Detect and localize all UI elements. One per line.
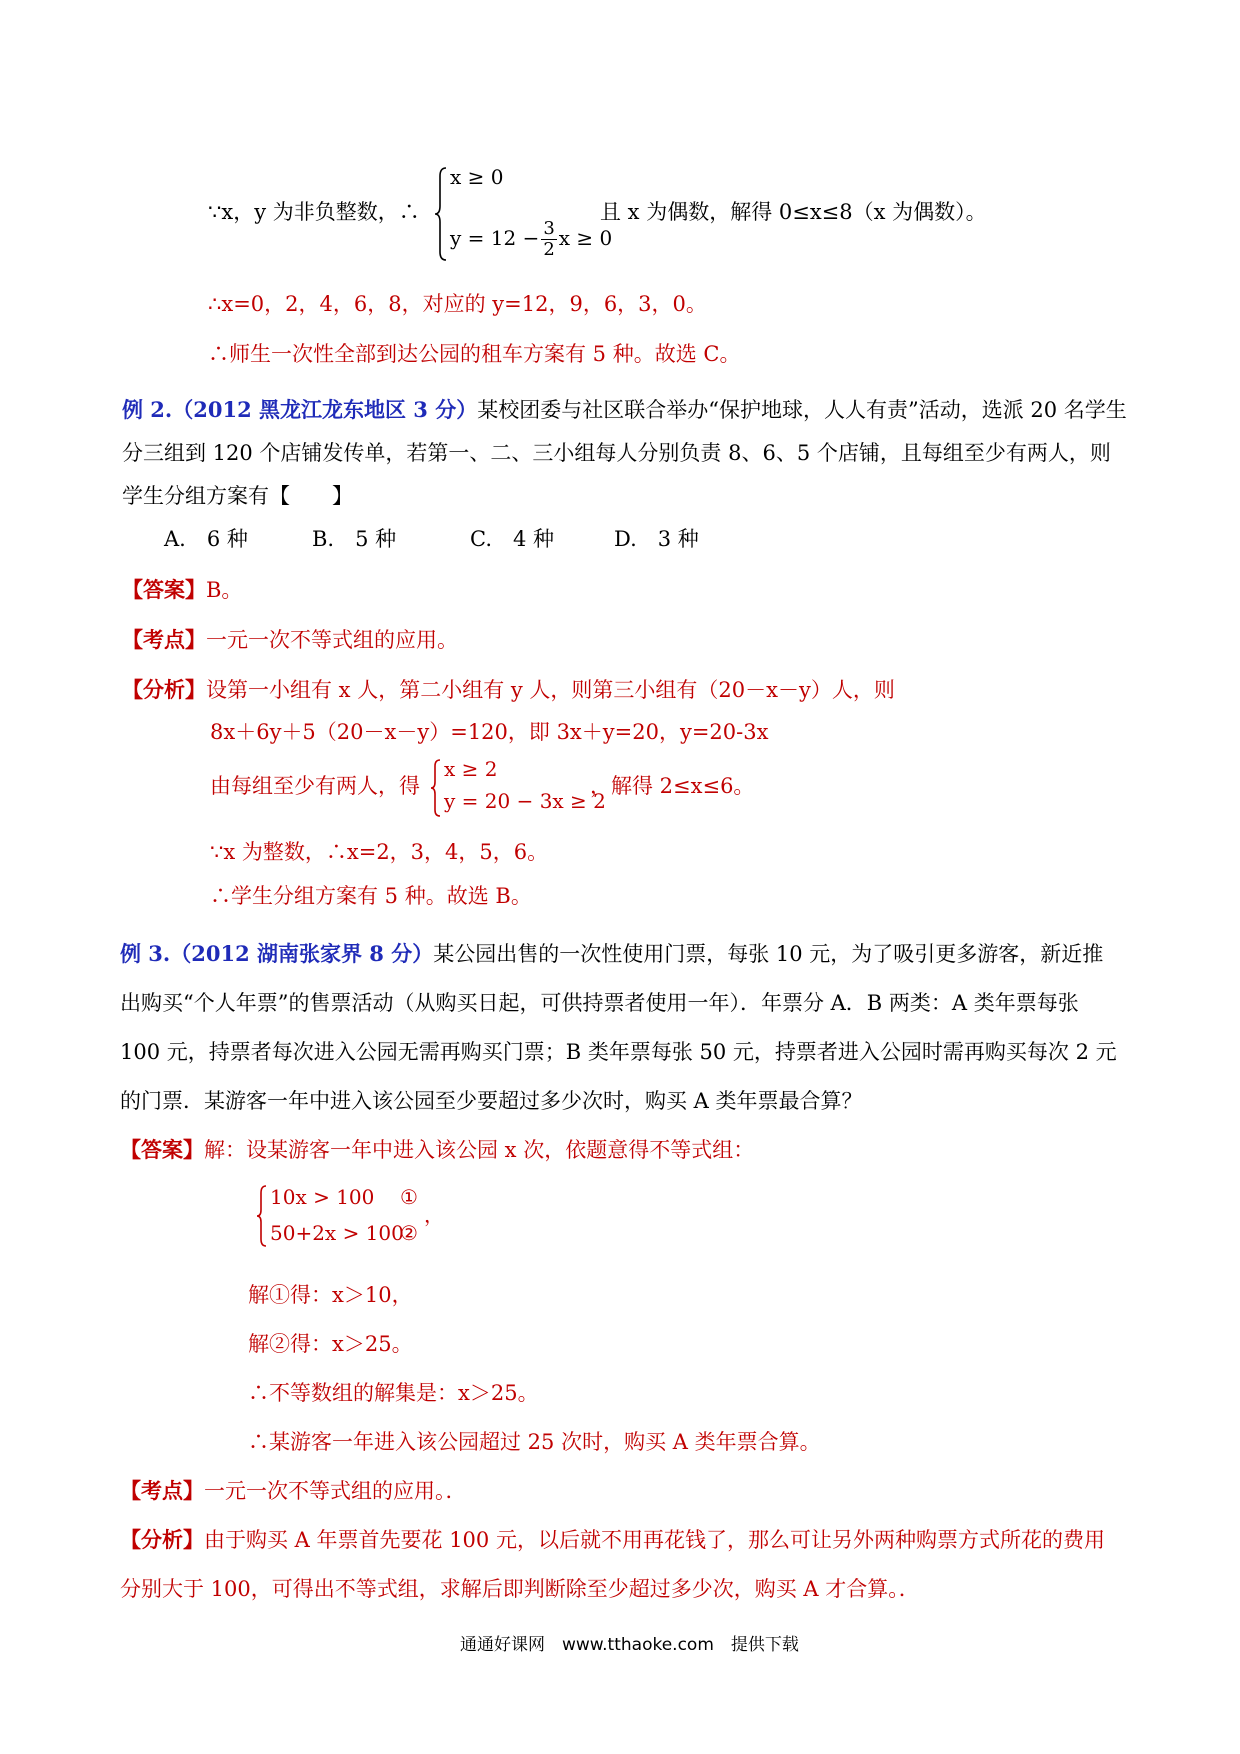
- system-row-1: 10x > 100: [270, 1185, 375, 1209]
- solution-line-1: 解①得：x＞10，: [248, 1283, 413, 1307]
- example3-question-line-1: 例 3.（2012 湖南张家界 8 分）某公园出售的一次性使用门票，每张 10 元，为了吸引更多游客，新近推: [120, 941, 1104, 966]
- example2-analysis-line-2: 8x＋6y＋5（20－x－y）=120，即 3x＋y=20，y=20-3x: [210, 720, 769, 744]
- example3-point: 【考点】一元一次不等式组的应用。．: [120, 1478, 467, 1503]
- system-mark-1: ①: [400, 1185, 418, 1209]
- example2-analysis-line-3: 由每组至少有两人，得: [210, 774, 420, 798]
- system-row-2: y = 12 − $\frac{3}{2}$ x ≥ 0: [450, 218, 613, 260]
- system-comma: ，: [424, 1203, 444, 1227]
- example2-source: （2012 黑龙江龙东地区 3 分）: [172, 397, 478, 422]
- brace-icon: [256, 1184, 268, 1248]
- example2-question-line-3: 学生分组方案有【 】: [122, 484, 353, 508]
- system-row-2: y = 20 − 3x ≥ 2: [444, 789, 606, 813]
- option-a: A. 6 种: [164, 527, 248, 551]
- example2-analysis-line-1: 【分析】设第一小组有 x 人，第二小组有 y 人，则第三小组有（20－x－y）人，则: [122, 677, 895, 702]
- example2-analysis-line-5: ∴学生分组方案有 5 种。故选 B。: [210, 884, 532, 908]
- system-row-2: 50+2x > 100: [270, 1221, 404, 1245]
- result-line-2: ∴师生一次性全部到达公园的租车方案有 5 种。故选 C。: [208, 342, 741, 366]
- option-c: C. 4 种: [470, 527, 555, 551]
- option-b: B. 5 种: [312, 527, 397, 551]
- system-mark-2: ②: [400, 1221, 418, 1245]
- solution-line-2: 解②得：x＞25。: [248, 1332, 413, 1356]
- condition-line: [208, 198, 420, 226]
- solution-line-3: ∴不等数组的解集是：x＞25。: [248, 1381, 539, 1405]
- example2-point: 【考点】一元一次不等式组的应用。: [122, 627, 458, 652]
- system-row-1: x ≥ 0: [450, 165, 504, 189]
- solution-line-4: ∴某游客一年进入该公园超过 25 次时，购买 A 类年票合算。: [248, 1430, 821, 1454]
- example3-question-line-2: 出购买“个人年票”的售票活动（从购买日起，可供持票者使用一年）．年票分 A．B 两类：A 类年票每张: [120, 991, 1079, 1015]
- result-line-1: ∴x=0，2，4，6，8，对应的 y=12，9，6，3，0。: [208, 292, 707, 316]
- example2-answer: 【答案】B。: [122, 577, 243, 602]
- equation-system-3: [256, 1182, 456, 1252]
- equation-system-1: [434, 164, 613, 264]
- example3-source: （2012 湖南张家界 8 分）: [170, 941, 434, 966]
- brace-icon: [434, 166, 448, 262]
- example2-label: 例 2.: [122, 397, 173, 422]
- equation-system-2: [430, 756, 610, 820]
- example3-analysis-line-2: 分别大于 100，可得出不等式组，求解后即判断除至少超过多少次，购买 A 才合算。．: [120, 1577, 920, 1601]
- system-row-1: x ≥ 2: [444, 757, 498, 781]
- condition-prefix: ∵x，y 为非负整数，∴: [208, 200, 420, 224]
- brace-icon: [430, 758, 442, 818]
- condition-suffix: 且 x 为偶数，解得 0≤x≤8（x 为偶数）。: [600, 200, 987, 224]
- example3-answer: 【答案】解：设某游客一年中进入该公园 x 次，依题意得不等式组：: [120, 1137, 755, 1162]
- page-footer: 通通好课网 www.tthaoke.com 提供下载: [460, 1635, 799, 1655]
- example3-analysis-line-1: 【分析】由于购买 A 年票首先要花 100 元，以后就不用再花钱了，那么可让另外两种购票方式所花的费用: [120, 1527, 1105, 1552]
- example2-analysis-line-3-suffix: ，解得 2≤x≤6。: [590, 774, 755, 798]
- example2-question-line-2: 分三组到 120 个店铺发传单，若第一、二、三小组每人分别负责 8、6、5 个店铺，且每组至少有两人，则: [122, 441, 1111, 465]
- example3-question-line-3: 100 元，持票者每次进入公园无需再购买门票；B 类年票每张 50 元，持票者进入公园时需再购买每次 2 元: [120, 1040, 1117, 1064]
- example3-label: 例 3.: [120, 941, 171, 966]
- option-d: D. 3 种: [614, 527, 699, 551]
- example2-analysis-line-4: ∵x 为整数，∴x=2，3，4，5，6。: [210, 840, 549, 864]
- example2-question-line-1: 例 2.（2012 黑龙江龙东地区 3 分）某校团委与社区联合举办“保护地球，人人有责”活动，选派 20 名学生: [122, 397, 1127, 422]
- fraction: $\frac{3}{2}$: [543, 218, 555, 260]
- example3-question-line-4: 的门票．某游客一年中进入该公园至少要超过多少次时，购买 A 类年票最合算？: [120, 1089, 863, 1113]
